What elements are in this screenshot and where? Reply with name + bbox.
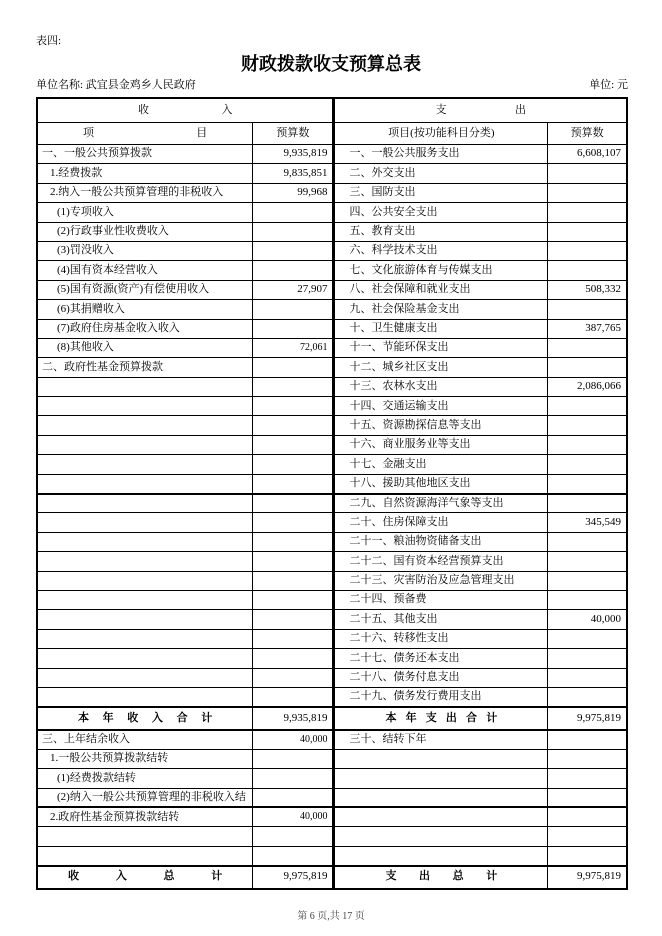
expense-value-cell [548, 571, 627, 590]
income-value-cell [253, 571, 334, 590]
expense-item-cell: 二十六、转移性支出 [334, 629, 548, 648]
income-value-cell [253, 474, 334, 493]
expense-item-cell: 六、科学技术支出 [334, 241, 548, 260]
expense-value-cell [548, 474, 627, 493]
expense-item-cell: 七、文化旅游体育与传媒支出 [334, 261, 548, 280]
expense-value-cell [548, 261, 627, 280]
carryover-expense-value-cell [548, 730, 627, 749]
table-row [37, 338, 627, 357]
expense-item-cell: 十三、农林水支出 [334, 377, 548, 396]
carryover-income-value-cell: 40,000 [253, 807, 334, 826]
expense-item-cell: 三、国防支出 [334, 183, 548, 202]
income-item-cell: 二、政府性基金预算拨款 [37, 358, 253, 377]
carryover-income-value-cell [253, 749, 334, 768]
expense-total-value: 9,975,819 [548, 707, 627, 730]
carryover-expense-item-cell [334, 827, 548, 846]
budget-table [36, 97, 628, 890]
income-value-cell [253, 494, 334, 513]
income-item-col-header: 项目 [37, 123, 253, 145]
expense-value-cell [548, 241, 627, 260]
expense-value-cell [548, 416, 627, 435]
table-row [37, 241, 627, 260]
expense-value-col-header: 预算数 [548, 123, 627, 145]
expense-value-cell [548, 300, 627, 319]
expense-item-cell: 四、公共安全支出 [334, 203, 548, 222]
carryover-income-item-cell [37, 846, 253, 865]
table-row [37, 455, 627, 474]
carryover-expense-value-cell [548, 749, 627, 768]
section-header-row [37, 98, 627, 123]
expense-item-cell: 十五、资源勘探信息等支出 [334, 416, 548, 435]
income-item-cell: (2)行政事业性收费收入 [37, 222, 253, 241]
carryover-income-value-cell [253, 769, 334, 788]
table-row [37, 513, 627, 532]
expense-total-label: 本年支出合计 [334, 707, 548, 730]
table-row [37, 807, 627, 826]
table-row [37, 261, 627, 280]
page-footer: 第 6 页,共 17 页 [297, 910, 365, 922]
income-item-cell [37, 571, 253, 590]
expense-value-cell: 6,608,107 [548, 145, 627, 164]
table-row [37, 474, 627, 493]
table-row [37, 769, 627, 788]
income-value-cell [253, 435, 334, 454]
income-total-value: 9,935,819 [253, 707, 334, 730]
expense-item-cell: 二十八、债务付息支出 [334, 668, 548, 687]
income-item-cell [37, 610, 253, 629]
income-item-cell [37, 455, 253, 474]
expense-value-cell [548, 629, 627, 648]
table-row [37, 416, 627, 435]
income-item-cell [37, 668, 253, 687]
income-value-cell [253, 203, 334, 222]
expense-item-cell: 二十二、国有资本经营预算支出 [334, 552, 548, 571]
expense-item-cell: 十六、商业服务业等支出 [334, 435, 548, 454]
expense-value-cell [548, 494, 627, 513]
carryover-income-item-cell: 三、上年结余收入 [37, 730, 253, 749]
income-item-cell [37, 590, 253, 609]
table-row [37, 222, 627, 241]
table-row [37, 532, 627, 551]
carryover-income-value-cell: 40,000 [253, 730, 334, 749]
income-value-cell [253, 455, 334, 474]
carryover-expense-value-cell [548, 788, 627, 807]
income-value-cell [253, 590, 334, 609]
income-item-cell [37, 513, 253, 532]
expense-value-cell [548, 668, 627, 687]
unit-label: 单位: 元 [589, 79, 628, 91]
carryover-expense-value-cell [548, 807, 627, 826]
column-header-row [37, 123, 627, 145]
income-item-cell [37, 552, 253, 571]
income-item-cell [37, 435, 253, 454]
carryover-income-item-cell: 2.政府性基金预算拨款结转 [37, 807, 253, 826]
income-item-cell [37, 687, 253, 706]
income-value-cell: 27,907 [253, 280, 334, 299]
expense-value-cell: 387,765 [548, 319, 627, 338]
income-value-cell: 99,968 [253, 183, 334, 202]
table-row [37, 319, 627, 338]
carryover-income-value-cell [253, 827, 334, 846]
income-item-cell [37, 416, 253, 435]
expense-value-cell [548, 687, 627, 706]
income-value-cell [253, 222, 334, 241]
carryover-income-item-cell [37, 827, 253, 846]
table-row [37, 827, 627, 846]
expense-item-cell: 十八、援助其他地区支出 [334, 474, 548, 493]
expense-value-cell [548, 397, 627, 416]
expense-item-cell: 二十一、粮油物资储备支出 [334, 532, 548, 551]
expense-item-cell: 二九、自然资源海洋气象等支出 [334, 494, 548, 513]
expense-item-cell: 十、卫生健康支出 [334, 319, 548, 338]
expense-value-cell: 2,086,066 [548, 377, 627, 396]
expense-item-cell: 十一、节能环保支出 [334, 338, 548, 357]
table-row [37, 203, 627, 222]
income-value-col-header: 预算数 [253, 123, 334, 145]
table-row [37, 183, 627, 202]
income-value-cell [253, 319, 334, 338]
income-item-cell: (3)罚没收入 [37, 241, 253, 260]
expense-value-cell [548, 590, 627, 609]
expense-value-cell: 40,000 [548, 610, 627, 629]
expense-value-cell [548, 164, 627, 183]
carryover-expense-item-cell [334, 749, 548, 768]
table-row [37, 280, 627, 299]
carryover-income-value-cell [253, 846, 334, 865]
carryover-expense-item-cell [334, 846, 548, 865]
income-item-cell: 2.纳入一般公共预算管理的非税收入 [37, 183, 253, 202]
expense-grand-total-value: 9,975,819 [548, 866, 627, 889]
unit-row [36, 78, 628, 93]
carryover-income-item-cell: 1.一般公共预算拨款结转 [37, 749, 253, 768]
carryover-expense-item-cell: 三十、结转下年 [334, 730, 548, 749]
page-title: 财政拨款收支预算总表 [241, 54, 421, 74]
income-value-cell [253, 300, 334, 319]
table-row [37, 649, 627, 668]
income-item-cell [37, 629, 253, 648]
table-row [37, 300, 627, 319]
expense-item-cell: 十七、金融支出 [334, 455, 548, 474]
income-item-cell [37, 494, 253, 513]
unit-name: 单位名称: 武宜县金鸡乡人民政府 [36, 79, 196, 91]
expense-value-cell [548, 649, 627, 668]
expense-value-cell [548, 552, 627, 571]
income-value-cell [253, 377, 334, 396]
income-value-cell [253, 552, 334, 571]
income-item-cell: (6)其捐赠收入 [37, 300, 253, 319]
income-value-cell: 72,061 [253, 338, 334, 357]
income-grand-total-label: 收入总计 [37, 866, 253, 889]
expense-item-cell: 八、社会保障和就业支出 [334, 280, 548, 299]
table-row [37, 730, 627, 749]
expense-item-cell: 二十、住房保障支出 [334, 513, 548, 532]
expense-item-cell: 二、外交支出 [334, 164, 548, 183]
income-value-cell [253, 261, 334, 280]
expense-item-col-header: 项目(按功能科目分类) [334, 123, 548, 145]
expense-item-cell: 二十五、其他支出 [334, 610, 548, 629]
carryover-expense-value-cell [548, 827, 627, 846]
carryover-expense-item-cell [334, 769, 548, 788]
table-row [37, 846, 627, 865]
expense-item-cell: 十二、城乡社区支出 [334, 358, 548, 377]
table-row [37, 668, 627, 687]
income-value-cell [253, 358, 334, 377]
income-item-cell [37, 474, 253, 493]
expense-item-cell: 二十三、灾害防治及应急管理支出 [334, 571, 548, 590]
expense-value-cell [548, 435, 627, 454]
expense-value-cell [548, 338, 627, 357]
carryover-income-value-cell [253, 788, 334, 807]
table-row [37, 629, 627, 648]
table-row [37, 571, 627, 590]
table-row [37, 397, 627, 416]
expense-value-cell [548, 532, 627, 551]
table-row [37, 610, 627, 629]
income-section-header: 收入 [37, 98, 334, 123]
table-row [37, 145, 627, 164]
income-item-cell: 1.经费拨款 [37, 164, 253, 183]
income-value-cell [253, 416, 334, 435]
expense-value-cell: 508,332 [548, 280, 627, 299]
income-item-cell: (7)政府住房基金收入收入 [37, 319, 253, 338]
table-row [37, 435, 627, 454]
table-row [37, 358, 627, 377]
income-item-cell: 一、一般公共预算拨款 [37, 145, 253, 164]
income-value-cell [253, 610, 334, 629]
table-label: 表四: [36, 35, 62, 47]
income-item-cell: (4)国有资本经营收入 [37, 261, 253, 280]
income-value-cell: 9,935,819 [253, 145, 334, 164]
expense-item-cell: 五、教育支出 [334, 222, 548, 241]
expense-value-cell [548, 203, 627, 222]
income-item-cell [37, 532, 253, 551]
carryover-expense-value-cell [548, 846, 627, 865]
income-item-cell [37, 649, 253, 668]
table-row [37, 788, 627, 807]
income-value-cell [253, 513, 334, 532]
income-item-cell [37, 377, 253, 396]
expense-section-header: 支出 [334, 98, 627, 123]
expense-grand-total-label: 支出总计 [334, 866, 548, 889]
income-value-cell [253, 668, 334, 687]
income-value-cell [253, 629, 334, 648]
expense-value-cell: 345,549 [548, 513, 627, 532]
expense-value-cell [548, 222, 627, 241]
expense-item-cell: 十四、交通运输支出 [334, 397, 548, 416]
expense-item-cell: 二十四、预备费 [334, 590, 548, 609]
expense-item-cell: 二十九、债务发行费用支出 [334, 687, 548, 706]
carryover-expense-value-cell [548, 769, 627, 788]
income-value-cell: 9,835,851 [253, 164, 334, 183]
table-row [37, 687, 627, 706]
table-row [37, 552, 627, 571]
income-item-cell: (1)专项收入 [37, 203, 253, 222]
carryover-income-item-cell: (2)纳入一般公共预算管理的非税收入结 [37, 788, 253, 807]
grand-total-row [37, 866, 627, 889]
table-row [37, 494, 627, 513]
income-item-cell [37, 397, 253, 416]
income-value-cell [253, 241, 334, 260]
income-value-cell [253, 532, 334, 551]
carryover-income-item-cell: (1)经费拨款结转 [37, 769, 253, 788]
table-row [37, 749, 627, 768]
income-total-label: 本年收入合计 [37, 707, 253, 730]
carryover-expense-item-cell [334, 807, 548, 826]
income-item-cell: (8)其他收入 [37, 338, 253, 357]
expense-value-cell [548, 455, 627, 474]
income-grand-total-value: 9,975,819 [253, 866, 334, 889]
expense-item-cell: 二十七、债务还本支出 [334, 649, 548, 668]
expense-item-cell: 一、一般公共服务支出 [334, 145, 548, 164]
carryover-expense-item-cell [334, 788, 548, 807]
income-value-cell [253, 687, 334, 706]
expense-value-cell [548, 183, 627, 202]
income-value-cell [253, 397, 334, 416]
table-row [37, 377, 627, 396]
expense-item-cell: 九、社会保险基金支出 [334, 300, 548, 319]
expense-value-cell [548, 358, 627, 377]
income-value-cell [253, 649, 334, 668]
annual-total-row [37, 707, 627, 730]
table-row [37, 590, 627, 609]
income-item-cell: (5)国有资源(资产)有偿使用收入 [37, 280, 253, 299]
table-row [37, 164, 627, 183]
